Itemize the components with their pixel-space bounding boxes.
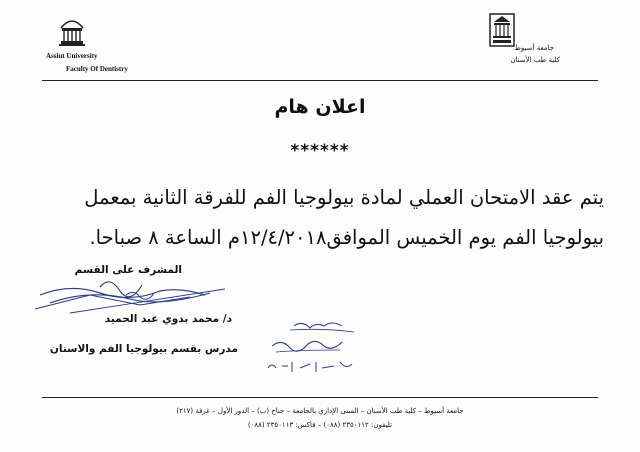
- notice-line-1: يتم عقد الامتحان العملي لمادة بيولوجيا الفم للفرقة الثانية بمعمل: [84, 186, 604, 209]
- handwritten-receipt-note: [262, 316, 372, 378]
- footer-address: جامعة أسيوط – كلية طب الأسنان – المبنى الإداري بالجامعة – جناح (ب) – الدور الأول – غرفة (٢١٧): [176, 407, 464, 415]
- doctor-position: مدرس بقسم بيولوجيا الفم والاسنان: [49, 343, 238, 355]
- footer-divider: [42, 397, 598, 398]
- notice-line-2: بيولوجيا الفم يوم الخميس الموافق١٢/٤/٢٠١٨م الساعة ٨ صباحا.: [89, 226, 604, 249]
- notice-title: اعلان هام: [274, 96, 366, 118]
- notice-separator: ******: [290, 141, 350, 161]
- supervisor-title: المشرف على القسم: [74, 264, 182, 276]
- university-name-ar: جامعة أسيوط: [514, 44, 554, 52]
- faculty-logo-icon: [488, 12, 516, 48]
- university-name-en: Assiut University: [46, 52, 98, 60]
- university-logo-icon: [58, 16, 86, 48]
- faculty-name-en: Faculty Of Dentistry: [66, 65, 128, 73]
- doctor-name: د/ محمد بدوي عبد الحميد: [104, 313, 232, 325]
- header-divider: [42, 80, 598, 81]
- footer-phone: تليفون: ٢٣٥٠١١٢ (٠٨٨) – فاكس: ٢٣٥٠١١٣ (٠٨٨): [247, 421, 393, 429]
- faculty-name-ar: كلية طب الأسنان: [510, 56, 560, 64]
